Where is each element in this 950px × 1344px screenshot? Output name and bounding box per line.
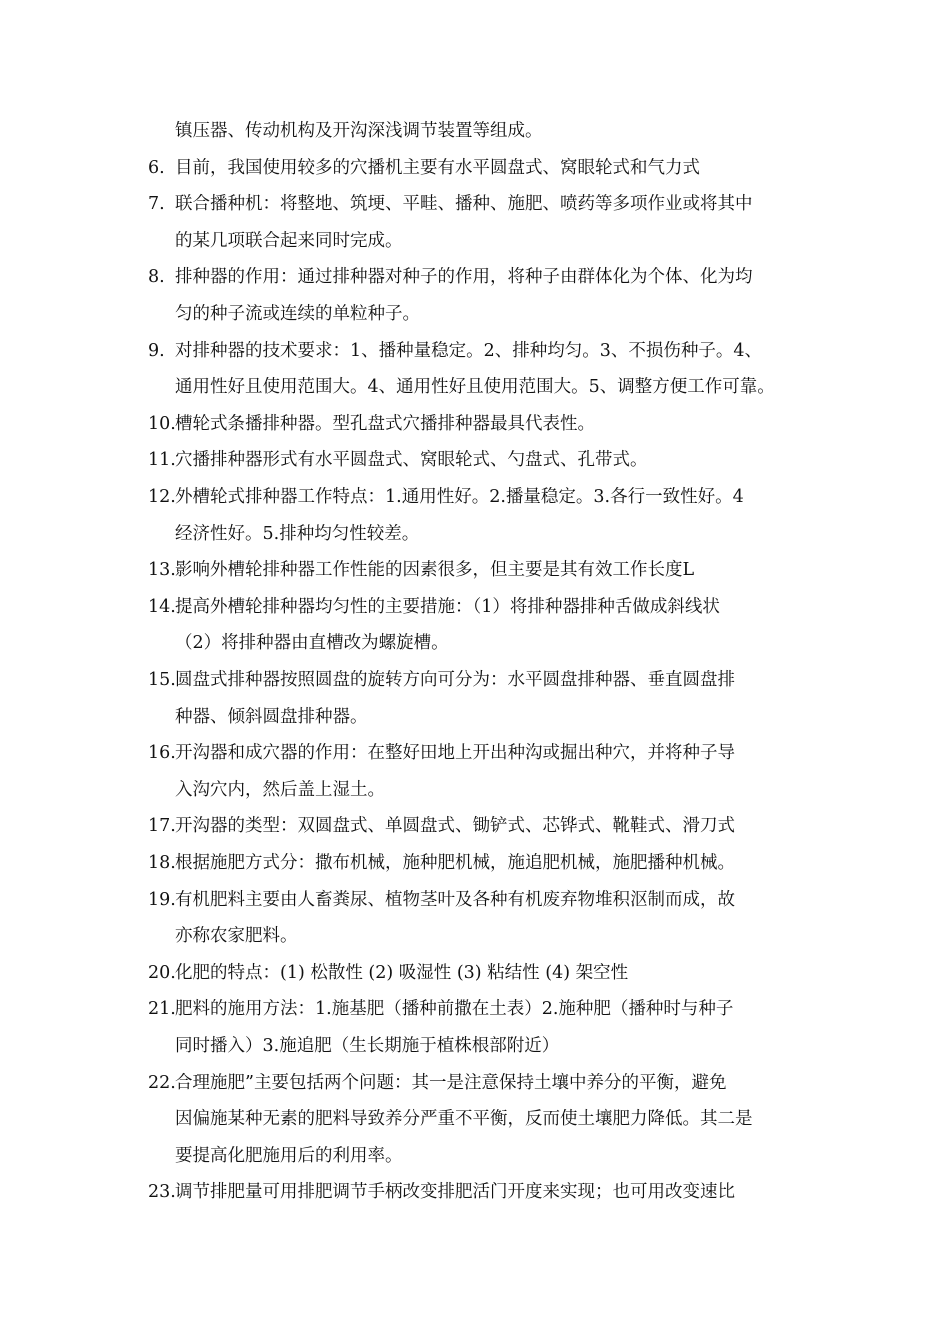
- paragraph-line: 目前，我国使用较多的穴播机主要有水平圆盘式、窝眼轮式和气力式: [175, 158, 700, 178]
- paragraph-line: 根据施肥方式分：撒布机械，施种肥机械，施追肥机械，施肥播种机械。: [175, 853, 735, 873]
- item-number: 20.: [148, 963, 176, 983]
- paragraph-line: 同时播入）3.施追肥（生长期施于植株根部附近）: [175, 1036, 560, 1056]
- paragraph-line: 开沟器和成穴器的作用：在整好田地上开出种沟或掘出种穴，并将种子导: [175, 743, 735, 763]
- paragraph-line: 亦称农家肥料。: [175, 926, 298, 946]
- paragraph-line: 影响外槽轮排种器工作性能的因素很多，但主要是其有效工作长度L: [175, 560, 695, 580]
- paragraph-line: 对排种器的技术要求：1、播种量稳定。2、排种均匀。3、不损伤种子。4、: [175, 341, 763, 361]
- item-number: 17.: [148, 816, 176, 836]
- item-number: 10.: [148, 414, 176, 434]
- paragraph-line: 镇压器、传动机构及开沟深浅调节装置等组成。: [175, 121, 543, 141]
- item-number: 19.: [148, 890, 176, 910]
- paragraph-line: 提高外槽轮排种器均匀性的主要措施：（1）将排种器排种舌做成斜线状: [175, 597, 720, 617]
- item-number: 16.: [148, 743, 176, 763]
- paragraph-line: 肥料的施用方法：1.施基肥（播种前撒在土表）2.施种肥（播种时与种子: [175, 999, 734, 1019]
- item-number: 15.: [148, 670, 176, 690]
- item-number: 21.: [148, 999, 176, 1019]
- item-number: 12.: [148, 487, 176, 507]
- paragraph-line: 匀的种子流或连续的单粒种子。: [175, 304, 420, 324]
- item-number: 14.: [148, 597, 176, 617]
- item-number: 9.: [148, 341, 165, 361]
- paragraph-line: 入沟穴内，然后盖上湿土。: [175, 780, 385, 800]
- paragraph-line: 排种器的作用：通过排种器对种子的作用，将种子由群体化为个体、化为均: [175, 267, 753, 287]
- paragraph-line: 化肥的特点：(1) 松散性 (2) 吸湿性 (3) 粘结性 (4) 架空性: [175, 963, 629, 983]
- item-number: 13.: [148, 560, 176, 580]
- item-number: 11.: [148, 450, 176, 470]
- item-number: 7.: [148, 194, 165, 214]
- item-number: 23.: [148, 1182, 176, 1202]
- paragraph-line: 圆盘式排种器按照圆盘的旋转方向可分为：水平圆盘排种器、垂直圆盘排: [175, 670, 735, 690]
- item-number: 18.: [148, 853, 176, 873]
- item-number: 8.: [148, 267, 165, 287]
- paragraph-line: 有机肥料主要由人畜粪尿、植物茎叶及各种有机废弃物堆积沤制而成，故: [175, 890, 735, 910]
- paragraph-line: 联合播种机：将整地、筑埂、平畦、播种、施肥、喷药等多项作业或将其中: [175, 194, 753, 214]
- item-number: 22.: [148, 1073, 176, 1093]
- paragraph-line: 开沟器的类型：双圆盘式、单圆盘式、锄铲式、芯铧式、靴鞋式、滑刀式: [175, 816, 735, 836]
- paragraph-line: 种器、倾斜圆盘排种器。: [175, 707, 368, 727]
- paragraph-line: 穴播排种器形式有水平圆盘式、窝眼轮式、勺盘式、孔带式。: [175, 450, 648, 470]
- paragraph-line: 的某几项联合起来同时完成。: [175, 231, 403, 251]
- paragraph-line: 因偏施某种无素的肥料导致养分严重不平衡，反而使土壤肥力降低。其二是: [175, 1109, 753, 1129]
- paragraph-line: 合理施肥”主要包括两个问题：其一是注意保持土壤中养分的平衡，避免: [175, 1073, 727, 1093]
- paragraph-line: 经济性好。5.排种均匀性较差。: [175, 524, 420, 544]
- paragraph-line: 通用性好且使用范围大。4、通用性好且使用范围大。5、调整方便工作可靠。: [175, 377, 775, 397]
- paragraph-line: 外槽轮式排种器工作特点：1.通用性好。2.播量稳定。3.各行一致性好。4: [175, 487, 744, 507]
- paragraph-line: 要提高化肥施用后的利用率。: [175, 1146, 403, 1166]
- paragraph-line: 调节排肥量可用排肥调节手柄改变排肥活门开度来实现；也可用改变速比: [175, 1182, 735, 1202]
- paragraph-line: 槽轮式条播排种器。型孔盘式穴播排种器最具代表性。: [175, 414, 595, 434]
- item-number: 6.: [148, 158, 165, 178]
- paragraph-line: （2）将排种器由直槽改为螺旋槽。: [175, 633, 449, 653]
